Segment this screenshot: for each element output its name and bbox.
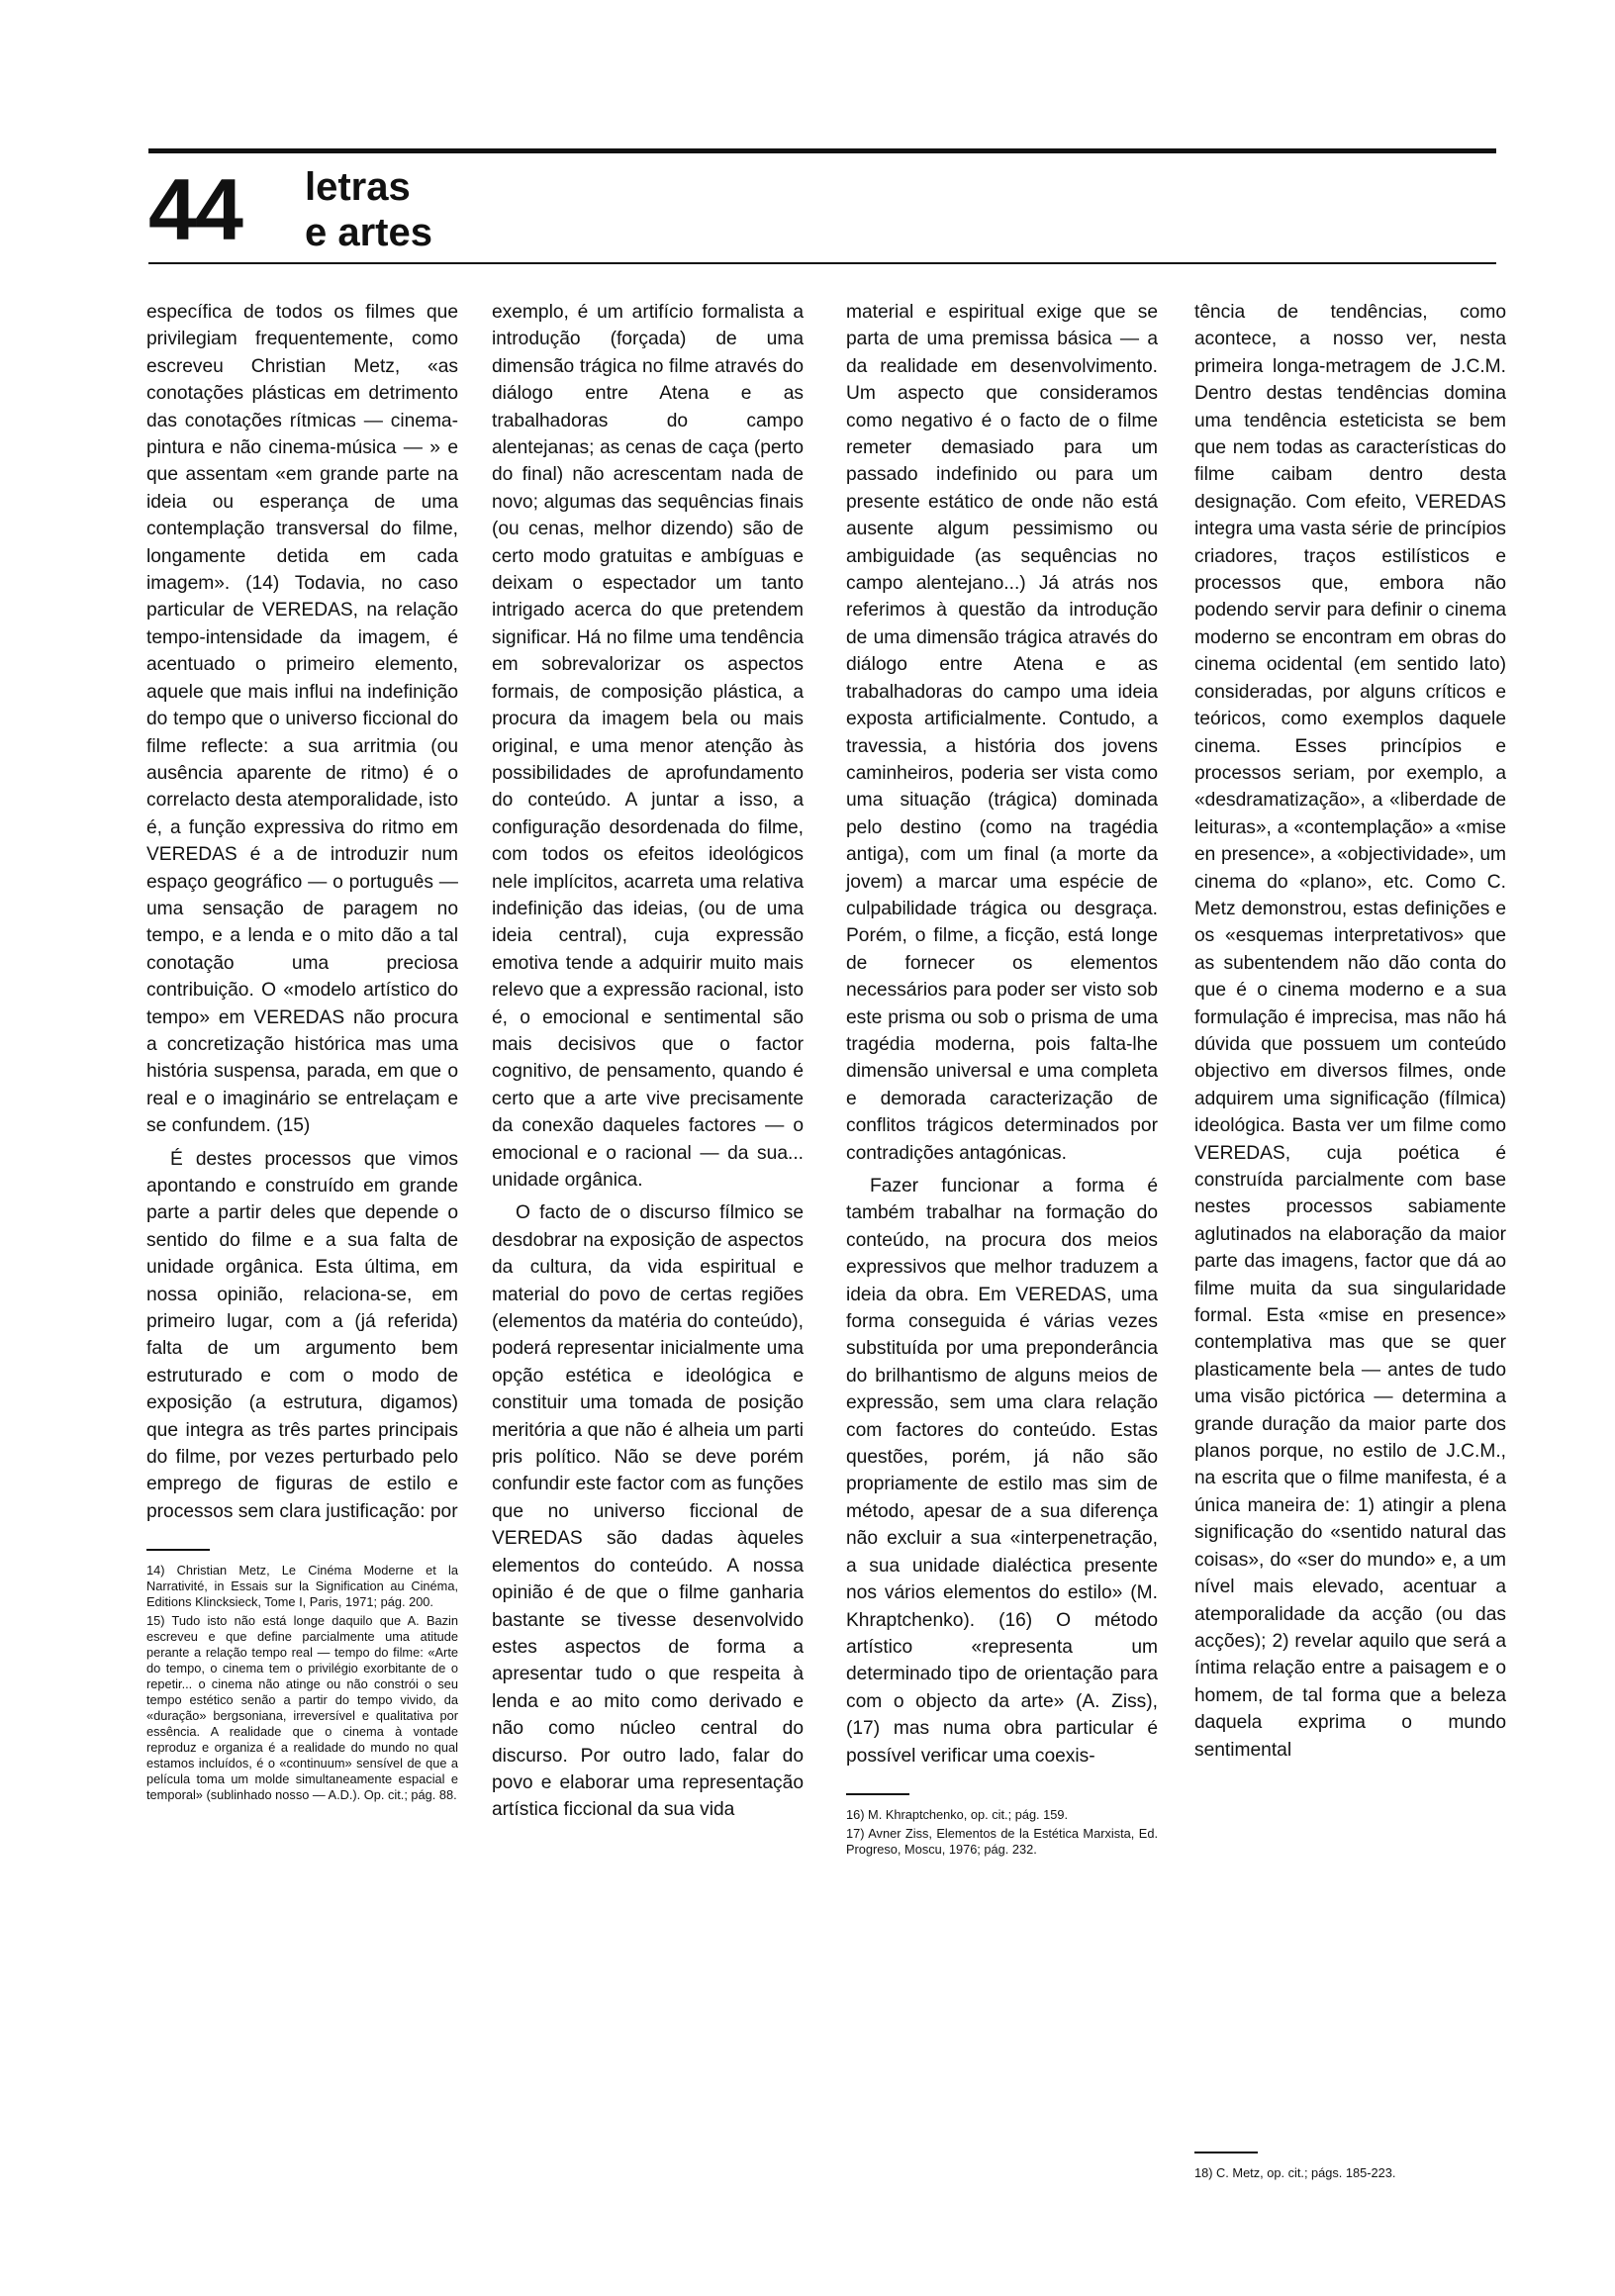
footnote: 15) Tudo isto não está longe daquilo que A. Bazin escreveu e que define parcialmente uma atitude perante a relação tempo real — tempo do filme: «Arte do tempo, o cinema tem o privilégio exorbitante de o repetir... o cinema não atinge ou não constrói o seu tempo estético senão a partir do tempo vivido, da «duração» bergsoniana, irreversível e qualitativa por essência. A realidade que o cinema à vontade reproduz e organiza é a realidade do mundo no qual estamos incluídos, é o «continuum» sensível de que a película toma um molde simultaneamente espacial e temporal» (sublinhado nosso — A.D.). Op. cit.; pág. 88. bbox=[146, 1613, 458, 1803]
paragraph: É destes processos que vimos apontando e construído em grande parte a partir deles que depende o sentido do filme e a sua falta de unidade orgânica. Esta última, em nossa opinião, relaciona-se, em primeiro lugar, com a (já referida) falta de um argumento bem estruturado e com o modo de exposição (a estrutura, digamos) que integra as três partes principais do filme, por vezes perturbado pelo emprego de figuras de estilo e processos sem clara justificação: por bbox=[146, 1148, 458, 1522]
footnote-divider bbox=[1194, 2152, 1258, 2153]
footnote-divider bbox=[846, 1793, 909, 1795]
footnote: 14) Christian Metz, Le Cinéma Moderne et la Narrativité, in Essais sur la Signification au Cinéma, Editions Klincksieck, Tome I, Paris, 1971; pág. 200. bbox=[146, 1563, 458, 1610]
footnote-block bbox=[1194, 2165, 1506, 2181]
paragraph: Fazer funcionar a forma é também trabalhar na formação do conteúdo, na procura dos meios expressivos que melhor traduzem a ideia da obra. Em VEREDAS, uma forma conseguida é várias vezes substituída por uma preponderância do brilhantismo de alguns meios de expressão, sem uma clara relação com factores do conteúdo. Estas questões, porém, já não são propriamente de estilo mas sim de método, apesar de a sua diferença não excluir a sua «interpenetração, a sua unidade dialéctica presente nos vários elementos do estilo» (M. Khraptchenko). (16) O método artístico «representa um determinado tipo de orientação para com o objecto da arte» (A. Ziss), (17) mas numa obra particular é possível verificar uma coexis- bbox=[846, 1176, 1158, 1767]
footnote-divider bbox=[146, 1549, 210, 1551]
column-4 bbox=[1194, 299, 1506, 1764]
paragraph: exemplo, é um artifício formalista a introdução (forçada) de uma dimensão trágica no filme através do diálogo entre Atena e as trabalhadoras do campo alentejanas; as cenas de caça (perto do final) não acrescentam nada de novo; algumas das sequências finais (ou cenas, melhor dizendo) são de certo modo gratuitas e ambíguas e deixam o espectador um tanto intrigado acerca do que pretendem significar. Há no filme uma tendência em sobrevalorizar os aspectos formais, de composição plástica, a procura da imagem bela ou mais original, e uma menor atenção às possibilidades de aprofundamento do conteúdo. A juntar a isso, a configuração desordenada do filme, com todos os efeitos ideológicos nele implícitos, acarreta uma relativa indefinição das ideias, (ou de uma ideia central), cuja expressão emotiva tende a adquirir muito mais relevo que a expressão racional, isto é, o emocional e sentimental são mais decisivos que o factor cognitivo, de pensamento, quando é certo que a arte vive precisamente da conexão daqueles factores — o emocional e o racional — da sua... unidade orgânica. bbox=[492, 302, 804, 1191]
section-title bbox=[305, 164, 432, 255]
column-1-footnotes bbox=[146, 1563, 458, 1803]
column-1 bbox=[146, 299, 458, 1806]
column-2 bbox=[492, 299, 804, 1824]
footnote: 16) M. Khraptchenko, op. cit.; pág. 159. bbox=[846, 1806, 1069, 1822]
column-3-body bbox=[846, 299, 1158, 1770]
column-2-body bbox=[492, 299, 804, 1824]
column-3-footnotes bbox=[846, 1807, 1158, 1858]
page-number: 44 bbox=[148, 160, 241, 258]
column-1-body bbox=[146, 299, 458, 1525]
section-title-line1: letras bbox=[305, 165, 411, 209]
paragraph: tência de tendências, como acontece, a nosso ver, nesta primeira longa-metragem de J.C.M. Dentro destas tendências domina uma tendência esteticista se bem que nem todas as características do filme caibam dentro desta designação. Com efeito, VEREDAS integra uma vasta série de princípios criadores, traços estilísticos e processos que, embora não podendo servir para definir o cinema moderno se encontram em obras do cinema ocidental (em sentido lato) consideradas, por alguns críticos e teóricos, como exemplos daquele cinema. Esses princípios e processos seriam, por exemplo, a «desdramatização», a «liberdade de leituras», a «contemplação» a «mise en presence», a «objectividade», um cinema do «plano», etc. Como C. Metz demonstrou, estas definições e os «esquemas interpretativos» que as subentendem não dão conta do que é o cinema moderno e a sua formulação é imprecisa, mas não há dúvida que possuem um conteúdo objectivo em diversos filmes, onde adquirem uma significação (fílmica) ideológica. Basta ver um filme como VEREDAS, cuja poética é construída parcialmente com base nestes processos sabiamente aglutinados na elaboração da maior parte das imagens, factor que dá ao filme muita da sua singularidade formal. Esta «mise en presence» contemplativa mas que se quer plasticamente bela — antes de tudo uma visão pictórica — determina a grande duração da maior parte dos planos porque, no estilo de J.C.M., na escrita que o filme manifesta, é a única maneira de: 1) atingir a plena significação do «sentido natural das coisas», do «ser do mundo» e, a um nível mais elevado, acentuar a atemporalidade da acção (ou das acções); 2) revelar aquilo que será a íntima relação entre a paisagem e o homem, de tal forma que a beleza daquela exprima o mundo sentimental bbox=[1194, 302, 1506, 1761]
paragraph: específica de todos os filmes que privilegiam frequentemente, como escreveu Christian Metz, «as conotações plásticas em detrimento das conotações rítmicas — cinema-pintura e não cinema-música — » e que assentam «em grande parte na ideia ou esperança de uma contemplação transversal do filme, longamente detida em cada imagem». (14) Todavia, no caso particular de VEREDAS, na relação tempo-intensidade da imagem, é acentuado o primeiro elemento, aquele que mais influi na indefinição do tempo que o universo ficcional do filme reflecte: a sua arritmia (ou ausência aparente de ritmo) é o correlacto desta atemporalidade, isto é, a função expressiva do ritmo em VEREDAS é a de introduzir num espaço geográfico — o português — uma sensação de paragem no tempo, e a lenda e o mito dão a tal conotação uma preciosa contribuição. O «modelo artístico do tempo» em VEREDAS não procura a concretização histórica mas uma história suspensa, parada, em que o real e o imaginário se entrelaçam e se confundem. (15) bbox=[146, 302, 458, 1137]
paragraph: material e espiritual exige que se parta de uma premissa básica — a da realidade em desenvolvimento. Um aspecto que consideramos como negativo é o facto de o filme remeter demasiado para um passado indefinido ou para um presente estático de onde não está ausente algum pessimismo ou ambiguidade (as sequências no campo alentejano...) Já atrás nos referimos à questão da introdução de uma dimensão trágica através do diálogo entre Atena e as trabalhadoras do campo uma ideia exposta artificialmente. Contudo, a travessia, a história dos jovens caminheiros, poderia ser vista como uma situação (trágica) dominada pelo destino (como na tragédia antiga), com um final (a morte da jovem) a marcar uma espécie de culpabilidade trágica ou desgraça. Porém, o filme, a ficção, está longe de fornecer os elementos necessários para poder ser visto sob este prisma ou sob o prisma de uma tragédia moderna, pois falta-lhe dimensão universal e uma completa e demorada caracterização de conflitos trágicos determinados por contradições antagónicas. bbox=[846, 302, 1158, 1164]
header-top-rule bbox=[148, 148, 1496, 153]
column-4-body bbox=[1194, 299, 1506, 1764]
paragraph: O facto de o discurso fílmico se desdobrar na exposição de aspectos da cultura, da vida espiritual e material do povo de certas regiões (elementos da matéria do conteúdo), poderá representar inicialmente uma opção estética e ideológica e constituir uma tomada de posição meritória a que não é alheia um parti pris político. Não se deve porém confundir este factor com as funções que no universo ficcional de VEREDAS são dadas àqueles elementos do conteúdo. A nossa opinião é de que o filme ganharia bastante se tivesse desenvolvido estes aspectos de forma a apresentar tudo o que respeita à lenda e ao mito como derivado e não como núcleo central do discurso. Por outro lado, falar do povo e elaborar uma representação artística ficcional da sua vida bbox=[492, 1202, 804, 1821]
footnote: 18) C. Metz, op. cit.; págs. 185-223. bbox=[1194, 2165, 1396, 2180]
section-title-line2: e artes bbox=[305, 211, 432, 254]
header-bottom-rule bbox=[148, 262, 1496, 264]
column-4-footnotes bbox=[1194, 2152, 1506, 2184]
footnote: 17) Avner Ziss, Elementos de la Estética Marxista, Ed. Progreso, Moscu, 1976; pág. 232. bbox=[846, 1825, 1158, 1857]
column-3 bbox=[846, 299, 1158, 1861]
